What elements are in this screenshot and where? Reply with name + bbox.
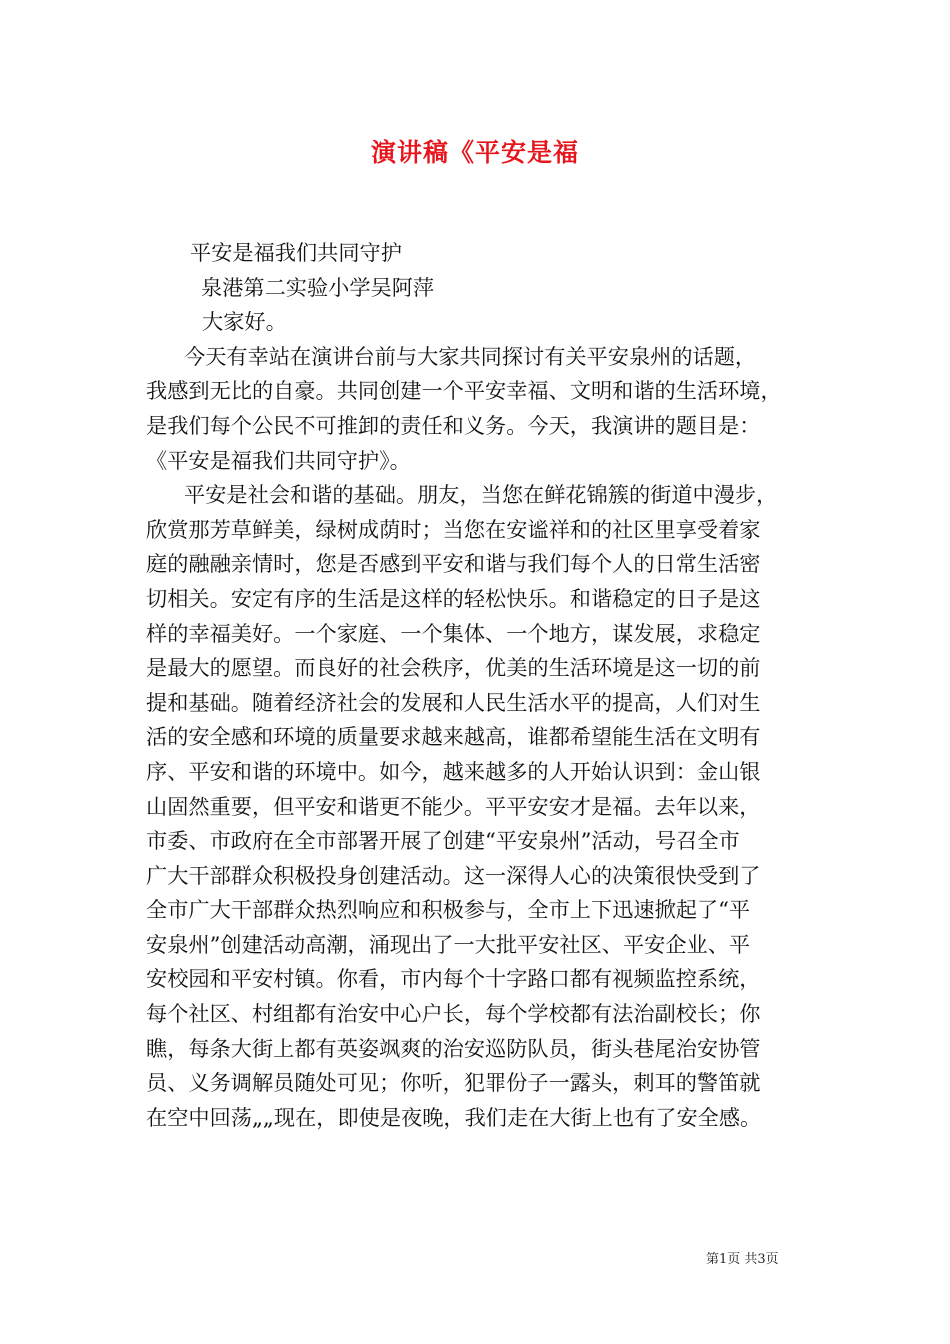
paragraph-line: 安泉州”创建活动高潮，涌现出了一大批平安社区、平安企业、平 bbox=[146, 931, 751, 957]
paragraph-line: 在空中回荡„„现在，即使是夜晚，我们走在大街上也有了安全感。 bbox=[146, 1104, 762, 1130]
paragraph-line: 庭的融融亲情时，您是否感到平安和谐与我们每个人的日常生活密 bbox=[146, 551, 761, 577]
paragraph-line: 员、义务调解员随处可见；你听，犯罪份子一露头，刺耳的警笛就 bbox=[146, 1070, 761, 1096]
paragraph-line: 安校园和平安村镇。你看，市内每个十字路口都有视频监控系统， bbox=[146, 966, 761, 992]
paragraph-line: 广大干部群众积极投身创建活动。这一深得人心的决策很快受到了 bbox=[146, 862, 761, 888]
greeting-line: 大家好。 bbox=[202, 309, 287, 335]
paragraph-line: 样的幸福美好。一个家庭、一个集体、一个地方，谋发展，求稳定 bbox=[146, 620, 761, 646]
paragraph-line: 我感到无比的自豪。共同创建一个平安幸福、文明和谐的生活环境， bbox=[146, 378, 782, 404]
page-number-footer: 第1页 共3页 bbox=[706, 1252, 779, 1267]
paragraph-line: 切相关。安定有序的生活是这样的轻松快乐。和谐稳定的日子是这 bbox=[146, 585, 761, 611]
paragraph-line: 序、平安和谐的环境中。如今，越来越多的人开始认识到：金山银 bbox=[146, 758, 761, 784]
paragraph-line: 欣赏那芳草鲜美，绿树成荫时；当您在安谧祥和的社区里享受着家 bbox=[146, 516, 761, 542]
paragraph-line: 全市广大干部群众热烈响应和积极参与，全市上下迅速掀起了“平 bbox=[146, 897, 751, 923]
paragraph-line: 市委、市政府在全市部署开展了创建“平安泉州”活动，号召全市 bbox=[146, 828, 740, 854]
speech-subtitle: 平安是福我们共同守护 bbox=[190, 240, 402, 265]
paragraph-line: 是最大的愿望。而良好的社会秩序，优美的生活环境是这一切的前 bbox=[146, 655, 761, 681]
paragraph-2 bbox=[146, 478, 806, 1135]
paragraph-line: 每个社区、村组都有治安中心户长，每个学校都有法治副校长；你 bbox=[146, 1001, 761, 1027]
document-body bbox=[146, 236, 806, 1135]
paragraph-line: 活的安全感和环境的质量要求越来越高，谁都希望能生活在文明有 bbox=[146, 724, 761, 750]
paragraph-line: 平安是社会和谐的基础。朋友，当您在鲜花锦簇的街道中漫步， bbox=[184, 482, 778, 508]
author-line: 泉港第二实验小学吴阿萍 bbox=[201, 274, 435, 300]
paragraph-1 bbox=[146, 340, 806, 478]
paragraph-line: 瞧，每条大街上都有英姿飒爽的治安巡防队员，街头巷尾治安协管 bbox=[146, 1035, 761, 1061]
document-title: 演讲稿《平安是福 bbox=[370, 138, 579, 167]
paragraph-line: 是我们每个公民不可推卸的责任和义务。今天，我演讲的题目是： bbox=[146, 412, 761, 438]
paragraph-line: 《平安是福我们共同守护》。 bbox=[146, 447, 411, 473]
paragraph-line: 今天有幸站在演讲台前与大家共同探讨有关平安泉州的话题， bbox=[184, 343, 757, 369]
paragraph-line: 山固然重要，但平安和谐更不能少。平平安安才是福。去年以来， bbox=[146, 793, 761, 819]
paragraph-line: 提和基础。随着经济社会的发展和人民生活水平的提高，人们对生 bbox=[146, 689, 761, 715]
